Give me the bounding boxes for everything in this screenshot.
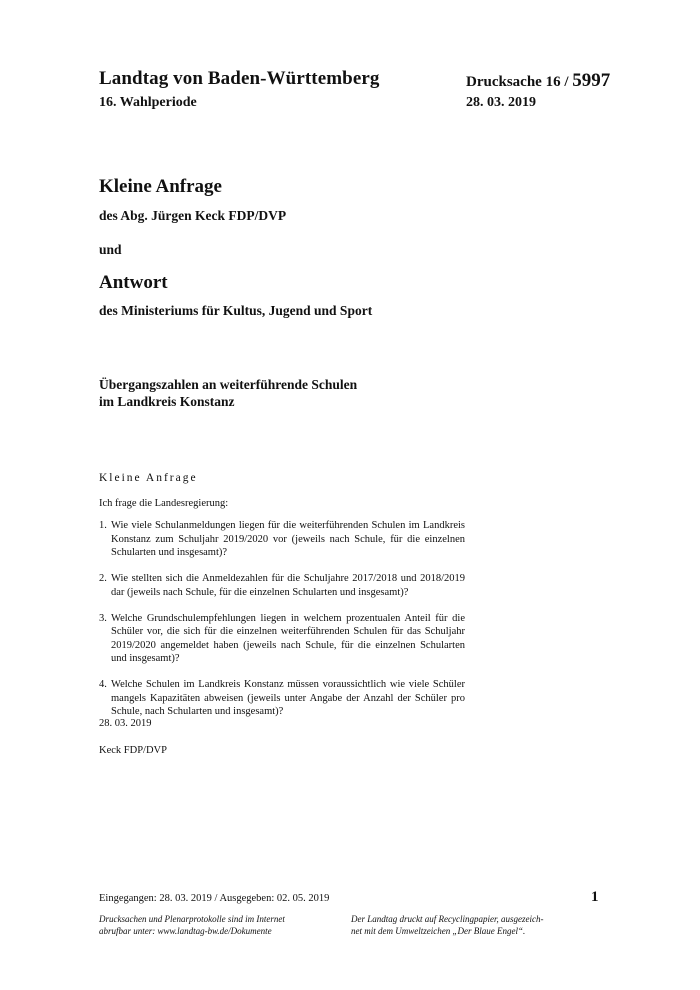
footer-dates: Eingegangen: 28. 03. 2019 / Ausgegeben: 02. 05. 2019 bbox=[99, 893, 330, 904]
document-date: 28. 03. 2019 bbox=[466, 95, 536, 110]
question-number: 2. bbox=[99, 573, 107, 584]
question-text: Welche Schulen im Landkreis Konstanz müssen voraussichtlich wie viele Schüler mangels Kapazitäten abweisen (jeweils unter Angabe der Anzahl der Schüler pro Schule, nach Schularten und insgesamt)? bbox=[111, 679, 465, 717]
subject-title bbox=[99, 376, 357, 410]
kleine-anfrage-heading: Kleine Anfrage bbox=[99, 176, 222, 197]
question-text: Wie stellten sich die Anmeldezahlen für die Schuljahre 2017/2018 und 2018/2019 dar (jeweils nach Schule, für die einzelnen Schularten und insgesamt)? bbox=[111, 573, 465, 598]
subject-line-1: Übergangszahlen an weiterführende Schulen bbox=[99, 377, 358, 392]
footer-right-line-1: Der Landtag druckt auf Recyclingpapier, ausgezeich- bbox=[351, 914, 544, 924]
signature-name: Keck FDP/DVP bbox=[99, 745, 167, 756]
section-label: Kleine Anfrage bbox=[99, 472, 198, 484]
question-list bbox=[99, 519, 465, 731]
question-item bbox=[99, 519, 465, 560]
question-number: 3. bbox=[99, 612, 107, 624]
question-number: 1. bbox=[99, 520, 107, 531]
question-number: 4. bbox=[99, 679, 107, 690]
question-item bbox=[99, 572, 465, 599]
footer-left-line-1: Drucksachen und Plenarprotokolle sind im Internet bbox=[99, 914, 285, 924]
page-number: 1 bbox=[591, 889, 599, 905]
footer-right-line-2: net mit dem Umweltzeichen „Der Blaue Engel“. bbox=[351, 925, 526, 936]
organization-name: Landtag von Baden-Württemberg bbox=[99, 68, 380, 89]
abgeordneter-line: des Abg. Jürgen Keck FDP/DVP bbox=[99, 208, 287, 223]
question-item bbox=[99, 678, 465, 719]
footer-left-note bbox=[99, 914, 344, 937]
intro-text: Ich frage die Landesregierung: bbox=[99, 498, 229, 509]
footer-left-line-2: abrufbar unter: www.landtag-bw.de/Dokumente bbox=[99, 925, 272, 936]
drucksache-label: Drucksache 16 / bbox=[466, 74, 573, 90]
ministerium-line: des Ministeriums für Kultus, Jugend und Sport bbox=[99, 303, 373, 318]
legislative-period: 16. Wahlperiode bbox=[99, 95, 197, 110]
question-item bbox=[99, 612, 465, 666]
drucksache-number bbox=[466, 70, 610, 92]
antwort-heading: Antwort bbox=[99, 272, 168, 293]
footer-right-note bbox=[351, 914, 581, 937]
signature-date: 28. 03. 2019 bbox=[99, 718, 152, 729]
und-line: und bbox=[99, 242, 122, 257]
question-text: Welche Grundschulempfehlungen liegen in welchem prozentualen Anteil für die Schüler vor, die sich für die einzelnen weiterführenden Schulen für das Schuljahr 2019/2020 angemeldet haben (jeweils nach Schule, für die einzelnen Schularten und insgesamt)? bbox=[111, 612, 465, 664]
question-text: Wie viele Schulanmeldungen liegen für die weiterführenden Schulen im Landkreis Konstanz zum Schuljahr 2019/2020 vor (jeweils nach Schule, für die einzelnen Schularten und insgesamt)? bbox=[111, 520, 465, 558]
subject-line-2: im Landkreis Konstanz bbox=[99, 394, 235, 409]
drucksache-value: 5997 bbox=[572, 70, 611, 91]
